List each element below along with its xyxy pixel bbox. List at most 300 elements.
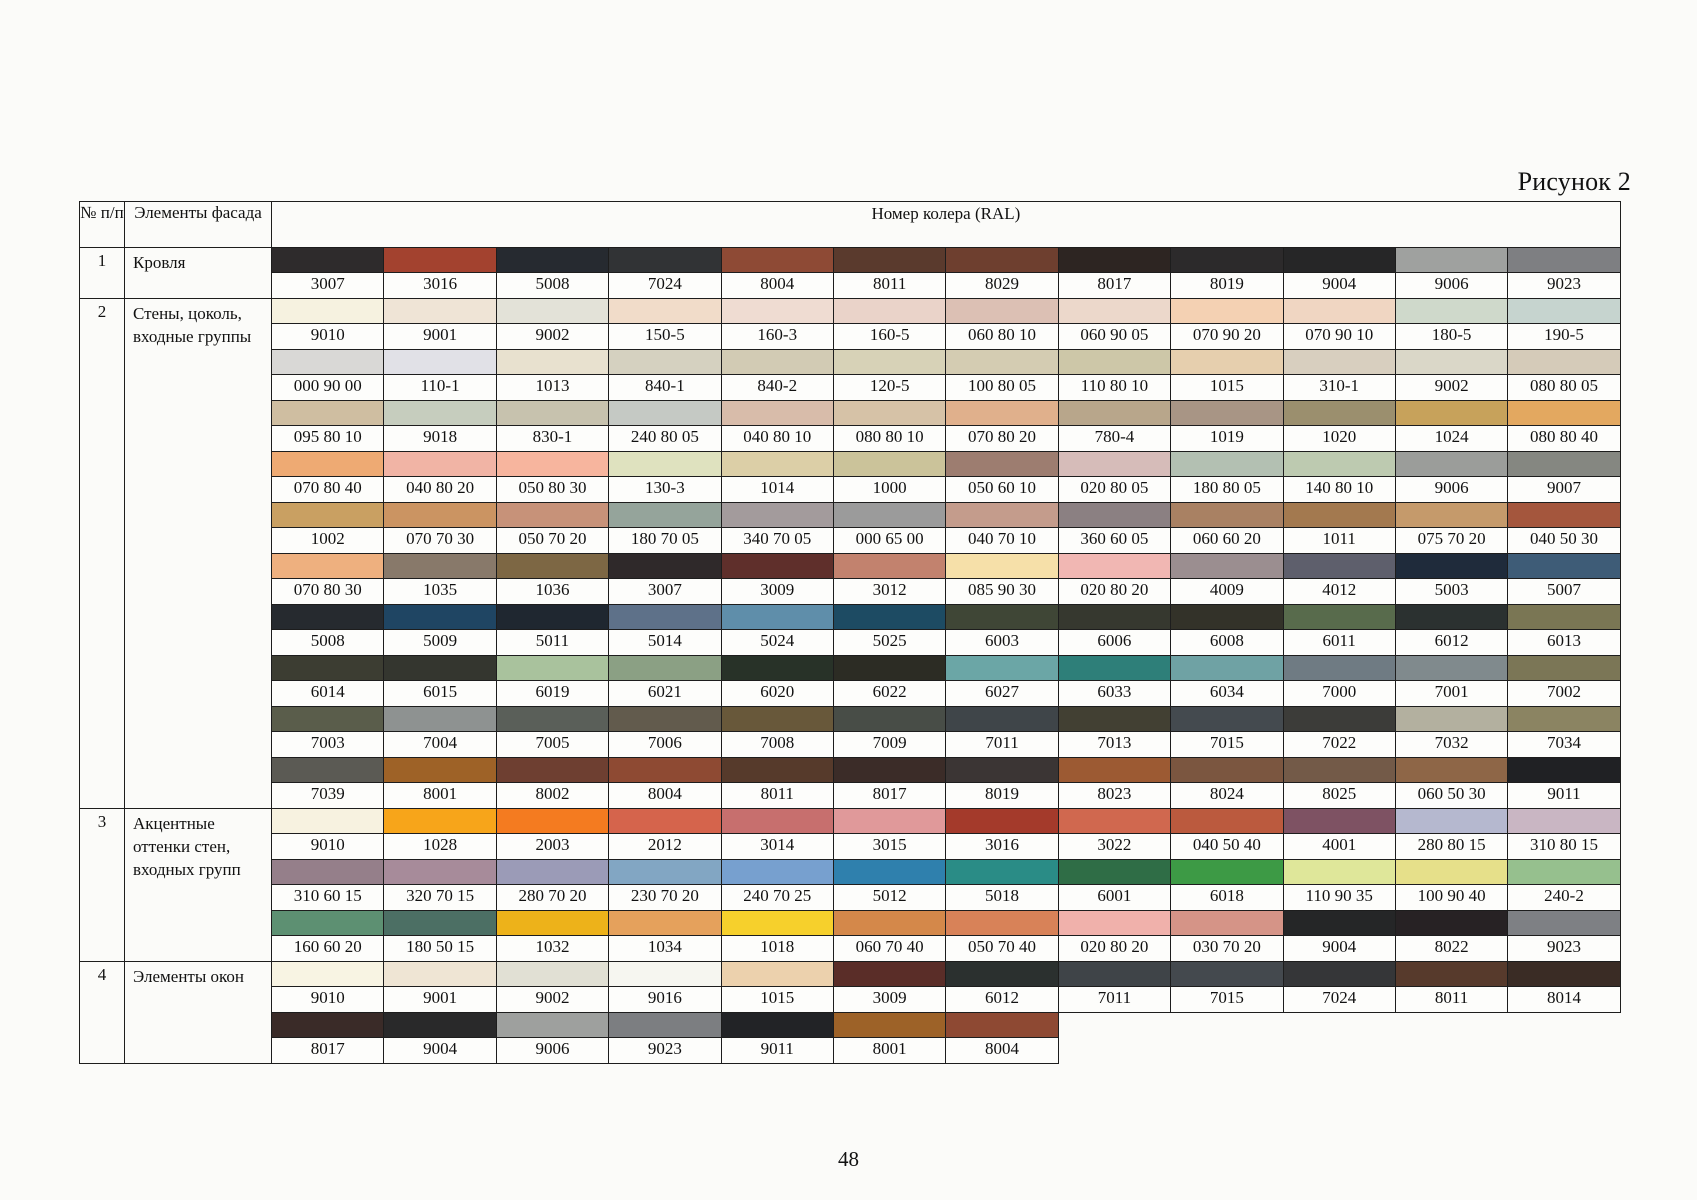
color-code: 110 80 10	[1058, 375, 1170, 401]
color-swatch	[1058, 401, 1170, 426]
code-row	[80, 732, 1621, 758]
color-code: 6021	[609, 681, 721, 707]
color-swatch	[833, 605, 945, 630]
color-code: 070 80 40	[272, 477, 384, 503]
color-code: 8024	[1171, 783, 1283, 809]
color-code: 1032	[496, 936, 608, 962]
color-swatch	[496, 248, 608, 273]
color-swatch	[384, 350, 496, 375]
color-code: 060 50 30	[1395, 783, 1507, 809]
color-swatch	[496, 401, 608, 426]
color-code: 040 80 20	[384, 477, 496, 503]
color-code: 280 80 15	[1395, 834, 1507, 860]
color-code: 830-1	[496, 426, 608, 452]
color-swatch	[1395, 350, 1507, 375]
color-code: 8014	[1508, 987, 1620, 1013]
color-swatch	[496, 503, 608, 528]
code-row	[80, 783, 1621, 809]
code-row	[80, 426, 1621, 452]
color-code: 8004	[721, 273, 833, 299]
color-swatch	[496, 605, 608, 630]
color-swatch	[946, 1013, 1058, 1038]
color-code: 6011	[1283, 630, 1395, 656]
color-swatch	[833, 656, 945, 681]
color-code: 6001	[1058, 885, 1170, 911]
swatch-row	[80, 554, 1621, 579]
color-code: 8011	[1395, 987, 1507, 1013]
color-code: 9001	[384, 987, 496, 1013]
color-code: 9002	[496, 987, 608, 1013]
color-swatch	[272, 248, 384, 273]
color-swatch	[946, 962, 1058, 987]
color-swatch	[609, 350, 721, 375]
color-swatch	[946, 656, 1058, 681]
color-code: 5008	[272, 630, 384, 656]
color-code: 5025	[833, 630, 945, 656]
color-code: 8022	[1395, 936, 1507, 962]
color-code: 9023	[609, 1038, 721, 1064]
color-swatch	[1171, 707, 1283, 732]
swatch-row	[80, 707, 1621, 732]
color-code: 5024	[721, 630, 833, 656]
color-code: 095 80 10	[272, 426, 384, 452]
color-swatch	[721, 809, 833, 834]
color-swatch	[1171, 248, 1283, 273]
swatch-row	[80, 605, 1621, 630]
color-swatch	[272, 401, 384, 426]
color-swatch	[721, 911, 833, 936]
color-swatch	[609, 962, 721, 987]
color-code: 360 60 05	[1058, 528, 1170, 554]
color-swatch	[1283, 554, 1395, 579]
color-code: 5012	[833, 885, 945, 911]
color-swatch	[1508, 911, 1620, 936]
color-code: 7001	[1395, 681, 1507, 707]
color-code: 3016	[946, 834, 1058, 860]
color-code: 1015	[721, 987, 833, 1013]
color-swatch	[1058, 656, 1170, 681]
color-code: 060 80 10	[946, 324, 1058, 350]
color-code: 3015	[833, 834, 945, 860]
color-code: 1028	[384, 834, 496, 860]
swatch-row	[80, 248, 1621, 273]
color-swatch	[272, 758, 384, 783]
color-code: 9011	[1508, 783, 1620, 809]
color-swatch	[833, 911, 945, 936]
color-code: 8017	[272, 1038, 384, 1064]
empty-area	[1058, 1013, 1620, 1064]
color-swatch	[496, 299, 608, 324]
color-swatch	[384, 503, 496, 528]
color-swatch	[1395, 860, 1507, 885]
swatch-row	[80, 401, 1621, 426]
color-swatch	[833, 860, 945, 885]
color-code: 2012	[609, 834, 721, 860]
color-code: 8017	[833, 783, 945, 809]
code-row	[80, 324, 1621, 350]
color-code: 085 90 30	[946, 579, 1058, 605]
color-swatch	[496, 809, 608, 834]
color-code: 1019	[1171, 426, 1283, 452]
color-code: 1000	[833, 477, 945, 503]
color-code: 6003	[946, 630, 1058, 656]
color-swatch	[721, 656, 833, 681]
color-swatch	[1283, 809, 1395, 834]
color-code: 9023	[1508, 273, 1620, 299]
color-swatch	[1171, 758, 1283, 783]
color-code: 3007	[272, 273, 384, 299]
color-code: 5014	[609, 630, 721, 656]
color-swatch	[1508, 758, 1620, 783]
color-swatch	[721, 503, 833, 528]
color-swatch	[609, 554, 721, 579]
color-code: 050 70 20	[496, 528, 608, 554]
color-swatch	[1508, 401, 1620, 426]
color-swatch	[609, 758, 721, 783]
color-swatch	[1058, 299, 1170, 324]
color-code: 180 70 05	[609, 528, 721, 554]
color-swatch	[609, 503, 721, 528]
swatch-row	[80, 452, 1621, 477]
color-code: 7003	[272, 732, 384, 758]
code-row	[80, 834, 1621, 860]
color-swatch	[1283, 452, 1395, 477]
color-code: 1036	[496, 579, 608, 605]
color-code: 100 80 05	[946, 375, 1058, 401]
color-code: 5008	[496, 273, 608, 299]
color-swatch	[384, 758, 496, 783]
color-code: 8019	[1171, 273, 1283, 299]
color-code: 7039	[272, 783, 384, 809]
color-code: 5018	[946, 885, 1058, 911]
color-code: 9006	[1395, 273, 1507, 299]
color-code: 070 80 30	[272, 579, 384, 605]
color-swatch	[272, 350, 384, 375]
color-swatch	[833, 401, 945, 426]
color-swatch	[496, 758, 608, 783]
color-code: 6012	[946, 987, 1058, 1013]
color-code: 040 80 10	[721, 426, 833, 452]
color-swatch	[384, 605, 496, 630]
color-swatch	[1508, 707, 1620, 732]
swatch-row	[80, 809, 1621, 834]
color-swatch	[833, 503, 945, 528]
swatch-row	[80, 503, 1621, 528]
color-code: 080 80 10	[833, 426, 945, 452]
color-swatch	[1508, 248, 1620, 273]
color-swatch	[384, 248, 496, 273]
color-code: 190-5	[1508, 324, 1620, 350]
group-number: 3	[80, 809, 125, 962]
color-code: 8002	[496, 783, 608, 809]
color-code: 340 70 05	[721, 528, 833, 554]
color-code: 6027	[946, 681, 1058, 707]
color-code: 6020	[721, 681, 833, 707]
color-code: 050 70 40	[946, 936, 1058, 962]
facade-element: Акцентные оттенки стен, входных групп	[125, 809, 272, 962]
color-code: 150-5	[609, 324, 721, 350]
color-swatch	[384, 860, 496, 885]
color-swatch	[1058, 452, 1170, 477]
color-code: 3009	[833, 987, 945, 1013]
color-code: 3014	[721, 834, 833, 860]
color-swatch	[1283, 962, 1395, 987]
color-swatch	[946, 809, 1058, 834]
header-row	[80, 202, 1621, 248]
color-code: 9001	[384, 324, 496, 350]
group-number: 1	[80, 248, 125, 299]
color-swatch	[1058, 554, 1170, 579]
code-row	[80, 579, 1621, 605]
color-swatch	[1283, 707, 1395, 732]
color-swatch	[946, 503, 1058, 528]
swatch-row	[80, 758, 1621, 783]
color-code: 320 70 15	[384, 885, 496, 911]
color-swatch	[272, 554, 384, 579]
code-row	[80, 885, 1621, 911]
color-code: 6019	[496, 681, 608, 707]
color-swatch	[721, 248, 833, 273]
color-code: 140 80 10	[1283, 477, 1395, 503]
color-swatch	[609, 707, 721, 732]
color-swatch	[1171, 401, 1283, 426]
color-code: 8029	[946, 273, 1058, 299]
color-swatch	[1508, 605, 1620, 630]
color-code: 9006	[1395, 477, 1507, 503]
color-swatch	[1171, 299, 1283, 324]
color-swatch	[1171, 656, 1283, 681]
color-code: 020 80 20	[1058, 579, 1170, 605]
color-code: 840-1	[609, 375, 721, 401]
header-colors: Номер колера (RAL)	[272, 202, 1621, 248]
color-code: 840-2	[721, 375, 833, 401]
color-swatch	[272, 503, 384, 528]
color-code: 3009	[721, 579, 833, 605]
color-swatch	[1171, 452, 1283, 477]
color-swatch	[496, 452, 608, 477]
color-swatch	[272, 911, 384, 936]
color-swatch	[609, 452, 721, 477]
color-swatch	[721, 962, 833, 987]
swatch-row	[80, 1013, 1621, 1038]
color-swatch	[1508, 554, 1620, 579]
color-code: 3007	[609, 579, 721, 605]
color-swatch	[384, 401, 496, 426]
color-code: 310-1	[1283, 375, 1395, 401]
color-swatch	[384, 707, 496, 732]
color-code: 1035	[384, 579, 496, 605]
color-swatch	[1171, 809, 1283, 834]
color-swatch	[609, 401, 721, 426]
color-swatch	[1395, 809, 1507, 834]
header-elements: Элементы фасада	[125, 202, 272, 248]
color-swatch	[721, 758, 833, 783]
color-code: 7013	[1058, 732, 1170, 758]
color-swatch	[1283, 605, 1395, 630]
color-swatch	[1395, 758, 1507, 783]
color-code: 075 70 20	[1395, 528, 1507, 554]
color-code: 9011	[721, 1038, 833, 1064]
color-code: 6033	[1058, 681, 1170, 707]
color-code: 310 80 15	[1508, 834, 1620, 860]
color-swatch	[272, 1013, 384, 1038]
color-code: 000 65 00	[833, 528, 945, 554]
color-code: 9010	[272, 987, 384, 1013]
color-code: 1018	[721, 936, 833, 962]
color-code: 5011	[496, 630, 608, 656]
color-swatch	[384, 1013, 496, 1038]
facade-element: Кровля	[125, 248, 272, 299]
facade-element: Стены, цоколь, входные группы	[125, 299, 272, 809]
code-row	[80, 528, 1621, 554]
color-code: 5009	[384, 630, 496, 656]
color-swatch	[1171, 350, 1283, 375]
color-swatch	[946, 350, 1058, 375]
color-swatch	[833, 299, 945, 324]
color-swatch	[1395, 452, 1507, 477]
color-swatch	[1171, 962, 1283, 987]
color-code: 7000	[1283, 681, 1395, 707]
color-code: 8001	[833, 1038, 945, 1064]
color-swatch	[946, 860, 1058, 885]
color-code: 040 70 10	[946, 528, 1058, 554]
color-code: 9016	[609, 987, 721, 1013]
color-code: 6034	[1171, 681, 1283, 707]
color-swatch	[609, 605, 721, 630]
color-code: 4001	[1283, 834, 1395, 860]
color-swatch	[609, 911, 721, 936]
ral-color-table	[79, 201, 1621, 1064]
color-code: 6012	[1395, 630, 1507, 656]
color-code: 160-3	[721, 324, 833, 350]
color-code: 6014	[272, 681, 384, 707]
color-swatch	[1395, 707, 1507, 732]
color-swatch	[609, 809, 721, 834]
color-swatch	[496, 962, 608, 987]
color-swatch	[1508, 452, 1620, 477]
color-swatch	[496, 656, 608, 681]
color-code: 8011	[833, 273, 945, 299]
color-swatch	[1283, 860, 1395, 885]
color-code: 8019	[946, 783, 1058, 809]
color-swatch	[1283, 350, 1395, 375]
color-swatch	[1283, 656, 1395, 681]
swatch-row	[80, 962, 1621, 987]
color-swatch	[721, 350, 833, 375]
color-swatch	[1508, 962, 1620, 987]
color-swatch	[1283, 299, 1395, 324]
facade-element: Элементы окон	[125, 962, 272, 1064]
color-code: 050 80 30	[496, 477, 608, 503]
color-code: 7015	[1171, 987, 1283, 1013]
color-swatch	[384, 299, 496, 324]
color-swatch	[496, 860, 608, 885]
color-code: 1013	[496, 375, 608, 401]
color-swatch	[1058, 962, 1170, 987]
color-code: 4012	[1283, 579, 1395, 605]
color-code: 7015	[1171, 732, 1283, 758]
color-code: 060 90 05	[1058, 324, 1170, 350]
color-code: 110 90 35	[1283, 885, 1395, 911]
color-swatch	[946, 248, 1058, 273]
color-swatch	[721, 452, 833, 477]
color-code: 3016	[384, 273, 496, 299]
color-code: 020 80 20	[1058, 936, 1170, 962]
color-swatch	[946, 554, 1058, 579]
header-num: № п/п	[80, 202, 125, 248]
color-code: 9010	[272, 324, 384, 350]
color-code: 080 80 05	[1508, 375, 1620, 401]
color-swatch	[272, 299, 384, 324]
color-swatch	[1058, 911, 1170, 936]
color-code: 6018	[1171, 885, 1283, 911]
color-code: 060 60 20	[1171, 528, 1283, 554]
code-row	[80, 477, 1621, 503]
color-swatch	[384, 962, 496, 987]
color-code: 8017	[1058, 273, 1170, 299]
color-code: 8004	[609, 783, 721, 809]
color-code: 5003	[1395, 579, 1507, 605]
color-swatch	[1058, 758, 1170, 783]
color-code: 8004	[946, 1038, 1058, 1064]
color-swatch	[1395, 401, 1507, 426]
color-swatch	[1395, 656, 1507, 681]
code-row	[80, 987, 1621, 1013]
color-code: 7009	[833, 732, 945, 758]
color-swatch	[496, 1013, 608, 1038]
color-swatch	[721, 605, 833, 630]
color-swatch	[721, 401, 833, 426]
color-code: 7002	[1508, 681, 1620, 707]
color-code: 9004	[384, 1038, 496, 1064]
color-swatch	[833, 554, 945, 579]
color-swatch	[1395, 503, 1507, 528]
color-swatch	[496, 350, 608, 375]
color-swatch	[946, 401, 1058, 426]
color-swatch	[833, 1013, 945, 1038]
swatch-row	[80, 656, 1621, 681]
color-code: 6015	[384, 681, 496, 707]
color-code: 180 80 05	[1171, 477, 1283, 503]
color-code: 6013	[1508, 630, 1620, 656]
color-code: 7034	[1508, 732, 1620, 758]
color-code: 030 70 20	[1171, 936, 1283, 962]
color-swatch	[384, 656, 496, 681]
color-swatch	[384, 809, 496, 834]
color-swatch	[272, 860, 384, 885]
color-swatch	[1395, 554, 1507, 579]
color-code: 110-1	[384, 375, 496, 401]
color-swatch	[1508, 350, 1620, 375]
color-swatch	[721, 1013, 833, 1038]
color-swatch	[833, 350, 945, 375]
color-swatch	[609, 1013, 721, 1038]
color-swatch	[1395, 605, 1507, 630]
color-code: 230 70 20	[609, 885, 721, 911]
color-code: 040 50 30	[1508, 528, 1620, 554]
color-code: 240 80 05	[609, 426, 721, 452]
code-row	[80, 630, 1621, 656]
color-swatch	[946, 299, 1058, 324]
color-swatch	[946, 605, 1058, 630]
color-code: 6006	[1058, 630, 1170, 656]
color-code: 9007	[1508, 477, 1620, 503]
color-swatch	[1508, 860, 1620, 885]
color-swatch	[384, 911, 496, 936]
color-code: 060 70 40	[833, 936, 945, 962]
color-code: 9004	[1283, 273, 1395, 299]
color-code: 080 80 40	[1508, 426, 1620, 452]
